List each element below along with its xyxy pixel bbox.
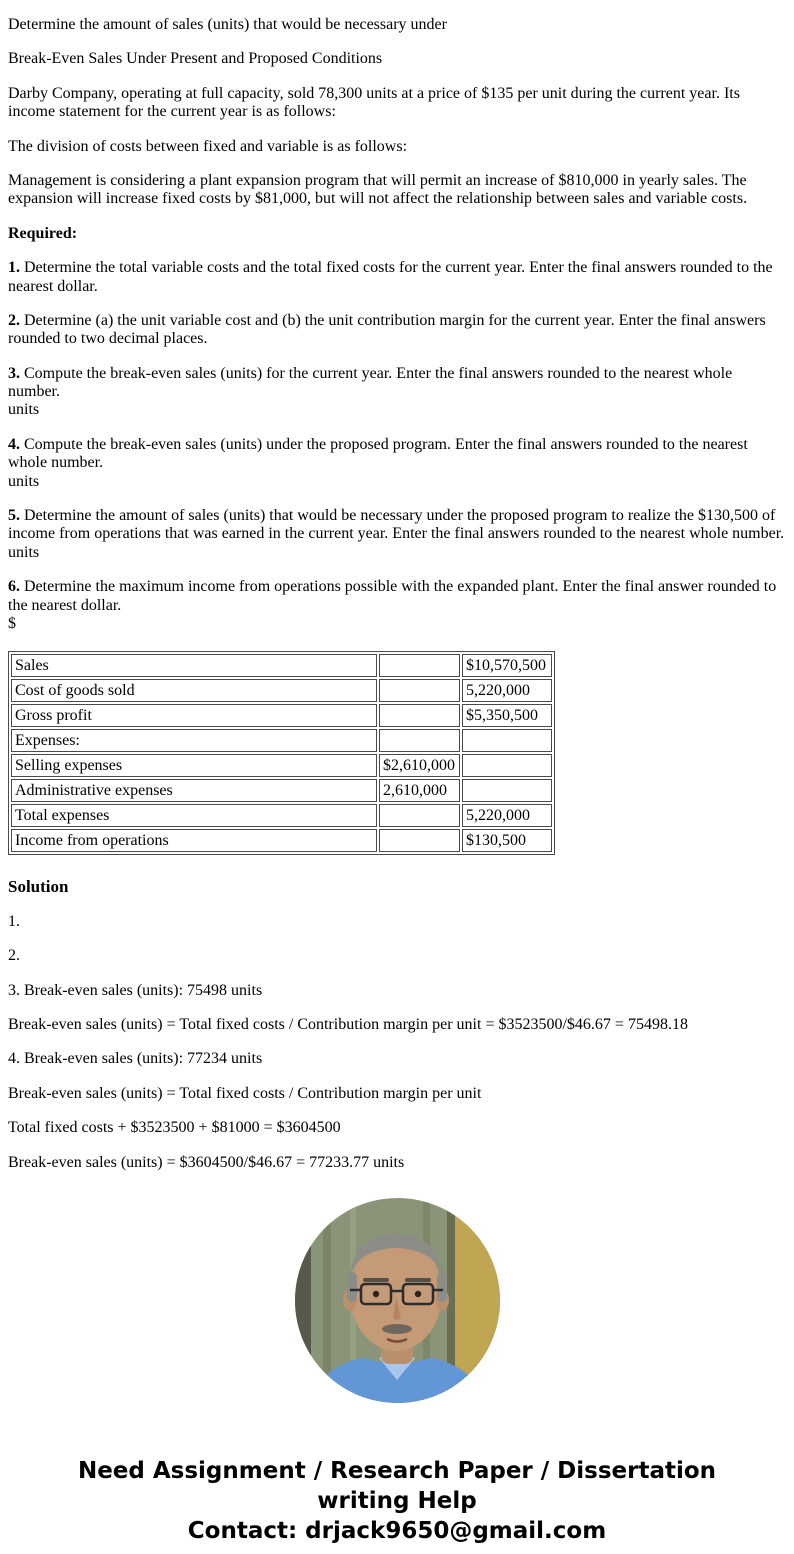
income-statement-table (8, 651, 555, 855)
required-item-3 (8, 365, 786, 420)
required-heading: Required: (8, 224, 78, 242)
intro-paragraph-expansion: Management is considering a plant expansion program that will permit an increase of $810,000 in yearly sales. The expansion will increase fixed costs by $81,000, but will not affect the relationship between sales and variable costs. (8, 171, 748, 208)
cell-label: Administrative expenses (11, 779, 377, 802)
solution-line-6: Break-even sales (units) = Total fixed costs / Contribution margin per unit (8, 1084, 482, 1102)
item-number: 3. (8, 364, 20, 382)
table-row-sales (11, 654, 552, 677)
cell-mid (379, 829, 460, 852)
solution-heading: Solution (8, 877, 69, 897)
item-number: 1. (8, 259, 20, 277)
answer-unit-label: units (8, 472, 40, 490)
cell-value: $130,500 (462, 829, 552, 852)
person-photo (295, 1198, 500, 1403)
cell-mid (379, 704, 460, 727)
solution-line-7: Total fixed costs + $3523500 + $81000 = $3604500 (8, 1119, 341, 1137)
solution-line-5: 4. Break-even sales (units): 77234 units (8, 1050, 263, 1068)
item-text: Determine the total variable costs and the total fixed costs for the current year. Enter the final answers rounded to the nearest dollar. (8, 259, 773, 295)
tutor-photo-container (8, 1198, 786, 1408)
cell-mid (379, 654, 460, 677)
item-text: Compute the break-even sales (units) under the proposed program. Enter the final answers rounded to the nearest whole number. (8, 435, 748, 472)
intro-paragraph-costs: The division of costs between fixed and variable is as follows: (8, 137, 408, 155)
solution-line-1: 1. (8, 912, 20, 930)
table-row-expenses-header (11, 729, 552, 752)
cell-value (462, 729, 552, 752)
cell-value: $5,350,500 (462, 704, 552, 727)
footer-advert (8, 1456, 786, 1546)
required-item-5 (8, 507, 786, 562)
item-number: 6. (8, 578, 20, 596)
cell-label: Cost of goods sold (11, 679, 377, 702)
table-row-selling-expenses (11, 754, 552, 777)
solution-line-8: Break-even sales (units) = $3604500/$46.67 = 77233.77 units (8, 1153, 405, 1171)
cell-label: Sales (11, 654, 377, 677)
cell-value: 5,220,000 (462, 804, 552, 827)
cell-label: Total expenses (11, 804, 377, 827)
cell-value (462, 754, 552, 777)
answer-unit-label: units (8, 401, 40, 419)
intro-paragraph-company: Darby Company, operating at full capacity, sold 78,300 units at a price of $135 per unit during the current year. Its income statement for the current year is as follows: (8, 84, 740, 121)
table-row-cogs (11, 679, 552, 702)
required-item-4 (8, 436, 786, 491)
cell-mid: $2,610,000 (379, 754, 460, 777)
required-item-2 (8, 312, 786, 349)
item-text: Compute the break-even sales (units) for the current year. Enter the final answers rounded to the nearest whole number. (8, 364, 733, 401)
item-text: Determine (a) the unit variable cost and (b) the unit contribution margin for the current year. Enter the final answers rounded to two decimal places. (8, 311, 766, 348)
item-number: 5. (8, 507, 20, 525)
cell-value: 5,220,000 (462, 679, 552, 702)
table-row-income-from-operations (11, 829, 552, 852)
answer-unit-label: units (8, 543, 40, 561)
cell-value: $10,570,500 (462, 654, 552, 677)
cell-value (462, 779, 552, 802)
answer-dollar-label: $ (8, 614, 16, 632)
item-number: 4. (8, 435, 20, 453)
item-number: 2. (8, 311, 20, 329)
footer-heading: Need Assignment / Research Paper / Dissertation writing Help (77, 1458, 717, 1515)
table-row-gross-profit (11, 704, 552, 727)
document-page (8, 16, 786, 1546)
item-text: Determine the maximum income from operations possible with the expanded plant. Enter the final answer rounded to the nearest dollar. (8, 578, 777, 614)
table-row-total-expenses (11, 804, 552, 827)
cell-mid (379, 804, 460, 827)
cell-label: Income from operations (11, 829, 377, 852)
intro-title: Break-Even Sales Under Present and Proposed Conditions (8, 50, 383, 68)
cell-mid (379, 679, 460, 702)
cell-label: Gross profit (11, 704, 377, 727)
footer-contact-email: Contact: drjack9650@gmail.com (187, 1518, 607, 1545)
item-text: Determine the amount of sales (units) that would be necessary under the proposed program to realize the $130,500 of income from operations that was earned in the current year. Enter the final answers rounded to the nearest whole number. (8, 507, 785, 543)
solution-line-4: Break-even sales (units) = Total fixed costs / Contribution margin per unit = $3523500/$46.67 = 75498.18 (8, 1016, 688, 1034)
cell-mid (379, 729, 460, 752)
table-row-admin-expenses (11, 779, 552, 802)
cell-mid: 2,610,000 (379, 779, 460, 802)
solution-line-3: 3. Break-even sales (units): 75498 units (8, 981, 263, 999)
solution-line-2: 2. (8, 947, 20, 965)
required-item-1 (8, 259, 786, 296)
required-item-6 (8, 578, 786, 633)
intro-line-1: Determine the amount of sales (units) that would be necessary under (8, 16, 447, 33)
person-portrait-illustration (295, 1198, 500, 1403)
cell-label: Selling expenses (11, 754, 377, 777)
cell-label: Expenses: (11, 729, 377, 752)
